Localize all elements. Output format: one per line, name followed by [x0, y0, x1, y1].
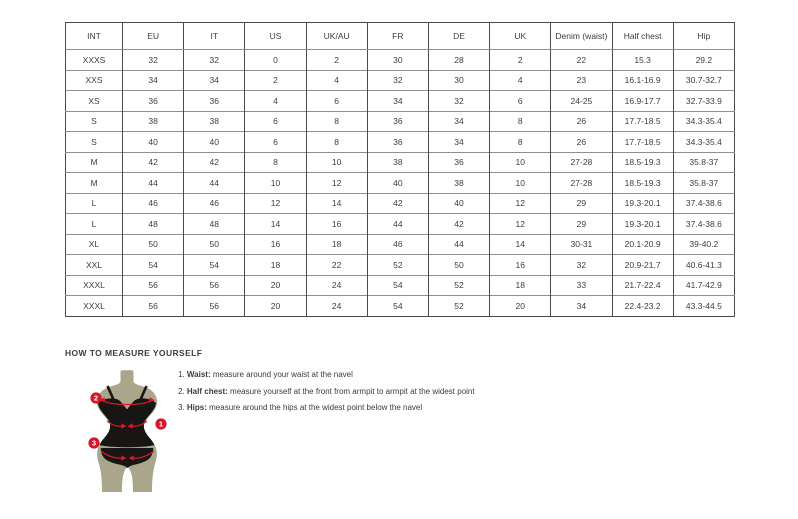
table-cell: 20 — [245, 296, 306, 317]
table-row — [66, 50, 735, 71]
table-cell: XL — [66, 234, 123, 255]
table-cell: 12 — [306, 173, 367, 194]
table-cell: 17.7-18.5 — [612, 111, 673, 132]
table-cell: 44 — [428, 234, 489, 255]
table-row — [66, 214, 735, 235]
table-cell: 32 — [123, 50, 184, 71]
table-cell: 30 — [367, 50, 428, 71]
table-cell: 56 — [184, 275, 245, 296]
table-cell: 29 — [551, 193, 612, 214]
table-cell: 46 — [184, 193, 245, 214]
column-header: Denim (waist) — [551, 23, 612, 50]
table-cell: XXL — [66, 255, 123, 276]
table-cell: 35.8-37 — [673, 173, 734, 194]
size-table — [65, 22, 735, 317]
table-cell: 52 — [428, 275, 489, 296]
table-cell: 34.3-35.4 — [673, 111, 734, 132]
table-cell: 38 — [367, 152, 428, 173]
table-cell: 50 — [123, 234, 184, 255]
badge-half-chest-number: 2 — [93, 393, 99, 403]
table-cell: 6 — [490, 91, 551, 112]
table-cell: 10 — [490, 173, 551, 194]
table-cell: M — [66, 152, 123, 173]
table-cell: 27-28 — [551, 152, 612, 173]
table-cell: 56 — [123, 275, 184, 296]
badge-waist — [155, 418, 166, 429]
table-cell: 16.9-17.7 — [612, 91, 673, 112]
table-cell: XS — [66, 91, 123, 112]
table-cell: S — [66, 111, 123, 132]
table-cell: 34 — [428, 111, 489, 132]
table-cell: 14 — [306, 193, 367, 214]
table-cell: 40 — [428, 193, 489, 214]
table-cell: 20 — [490, 296, 551, 317]
table-cell: 29.2 — [673, 50, 734, 71]
table-cell: 52 — [367, 255, 428, 276]
measure-instruction: 1. Waist: measure around your waist at the navel — [178, 370, 353, 379]
table-cell: 38 — [123, 111, 184, 132]
table-cell: 4 — [245, 91, 306, 112]
table-row — [66, 255, 735, 276]
table-cell: 42 — [428, 214, 489, 235]
table-cell: 34 — [367, 91, 428, 112]
table-cell: 32 — [184, 50, 245, 71]
table-cell: 36 — [184, 91, 245, 112]
table-cell: 12 — [490, 214, 551, 235]
table-cell: 36 — [428, 152, 489, 173]
table-cell: 18.5-19.3 — [612, 152, 673, 173]
table-cell: 42 — [367, 193, 428, 214]
table-cell: 16 — [306, 214, 367, 235]
column-header: Hip — [673, 23, 734, 50]
table-cell: 24 — [306, 296, 367, 317]
table-cell: 34 — [551, 296, 612, 317]
table-row — [66, 70, 735, 91]
table-cell: 20 — [245, 275, 306, 296]
table-cell: 40.6-41.3 — [673, 255, 734, 276]
table-cell: 30-31 — [551, 234, 612, 255]
measure-instruction: 2. Half chest: measure yourself at the front from armpit to armpit at the widest point — [178, 386, 475, 396]
table-cell: 26 — [551, 132, 612, 153]
table-cell: 48 — [123, 214, 184, 235]
table-cell: 26 — [551, 111, 612, 132]
table-cell: 56 — [184, 296, 245, 317]
table-row — [66, 152, 735, 173]
column-header: DE — [428, 23, 489, 50]
table-cell: 15.3 — [612, 50, 673, 71]
table-cell: 10 — [306, 152, 367, 173]
table-cell: 37.4-38.6 — [673, 214, 734, 235]
table-cell: 32 — [367, 70, 428, 91]
table-cell: 42 — [123, 152, 184, 173]
table-cell: 22 — [551, 50, 612, 71]
table-cell: 14 — [245, 214, 306, 235]
table-cell: 2 — [306, 50, 367, 71]
table-cell: 6 — [306, 91, 367, 112]
table-row — [66, 111, 735, 132]
table-cell: 22 — [306, 255, 367, 276]
table-cell: 12 — [245, 193, 306, 214]
table-row — [66, 193, 735, 214]
table-cell: 44 — [367, 214, 428, 235]
table-cell: 8 — [306, 132, 367, 153]
table-header-row — [66, 23, 735, 50]
column-header: Half chest — [612, 23, 673, 50]
table-cell: 33 — [551, 275, 612, 296]
table-cell: 21.7-22.4 — [612, 275, 673, 296]
table-cell: 54 — [367, 275, 428, 296]
table-cell: 43.3-44.5 — [673, 296, 734, 317]
badge-half-chest — [90, 392, 101, 403]
table-cell: 23 — [551, 70, 612, 91]
badge-waist-number: 1 — [158, 419, 164, 429]
table-cell: 32 — [551, 255, 612, 276]
table-cell: 52 — [428, 296, 489, 317]
table-cell: 46 — [367, 234, 428, 255]
table-row — [66, 275, 735, 296]
table-cell: 48 — [184, 214, 245, 235]
table-cell: 10 — [245, 173, 306, 194]
table-cell: L — [66, 193, 123, 214]
table-cell: 54 — [367, 296, 428, 317]
table-cell: 38 — [184, 111, 245, 132]
table-cell: 22.4-23.2 — [612, 296, 673, 317]
table-cell: 16.1-16.9 — [612, 70, 673, 91]
table-cell: 50 — [428, 255, 489, 276]
table-cell: 6 — [245, 132, 306, 153]
table-cell: 18 — [245, 255, 306, 276]
table-cell: XXXL — [66, 275, 123, 296]
table-cell: 35.8-37 — [673, 152, 734, 173]
table-row — [66, 234, 735, 255]
table-cell: 34 — [184, 70, 245, 91]
table-cell: 40 — [367, 173, 428, 194]
table-row — [66, 296, 735, 317]
column-header: FR — [367, 23, 428, 50]
table-cell: 29 — [551, 214, 612, 235]
measurement-illustration — [78, 368, 173, 494]
table-cell: 8 — [490, 111, 551, 132]
table-cell: 19.3-20.1 — [612, 193, 673, 214]
table-cell: 54 — [184, 255, 245, 276]
column-header: INT — [66, 23, 123, 50]
table-cell: 17.7-18.5 — [612, 132, 673, 153]
table-cell: 24-25 — [551, 91, 612, 112]
table-cell: 2 — [490, 50, 551, 71]
column-header: EU — [123, 23, 184, 50]
table-cell: XXS — [66, 70, 123, 91]
table-cell: 44 — [184, 173, 245, 194]
table-cell: 36 — [367, 132, 428, 153]
column-header: UK — [490, 23, 551, 50]
table-row — [66, 132, 735, 153]
table-cell: 28 — [428, 50, 489, 71]
table-cell: 40 — [184, 132, 245, 153]
measure-instruction: 3. Hips: measure around the hips at the widest point below the navel — [178, 403, 423, 413]
mannequin-figure-icon — [78, 368, 173, 494]
table-cell: 32.7-33.9 — [673, 91, 734, 112]
table-cell: 54 — [123, 255, 184, 276]
table-cell: 8 — [306, 111, 367, 132]
measure-section-title: HOW TO MEASURE YOURSELF — [65, 348, 203, 358]
table-cell: 34 — [428, 132, 489, 153]
table-cell: 4 — [306, 70, 367, 91]
table-cell: 30 — [428, 70, 489, 91]
table-cell: L — [66, 214, 123, 235]
table-cell: 44 — [123, 173, 184, 194]
column-header: IT — [184, 23, 245, 50]
column-header: UK/AU — [306, 23, 367, 50]
table-cell: 37.4-38.6 — [673, 193, 734, 214]
badge-hips-number: 3 — [91, 438, 97, 448]
table-cell: 34.3-35.4 — [673, 132, 734, 153]
table-cell: 18 — [306, 234, 367, 255]
table-cell: 39-40.2 — [673, 234, 734, 255]
measure-instructions — [178, 370, 598, 420]
table-cell: 50 — [184, 234, 245, 255]
table-cell: 12 — [490, 193, 551, 214]
table-cell: 16 — [245, 234, 306, 255]
table-cell: 30.7-32.7 — [673, 70, 734, 91]
table-cell: 24 — [306, 275, 367, 296]
table-cell: 27-28 — [551, 173, 612, 194]
table-cell: XXXS — [66, 50, 123, 71]
table-cell: M — [66, 173, 123, 194]
table-cell: 8 — [245, 152, 306, 173]
table-cell: 34 — [123, 70, 184, 91]
table-cell: XXXL — [66, 296, 123, 317]
table-cell: 20.9-21.7 — [612, 255, 673, 276]
table-cell: S — [66, 132, 123, 153]
table-cell: 18 — [490, 275, 551, 296]
table-cell: 19.3-20.1 — [612, 214, 673, 235]
table-cell: 6 — [245, 111, 306, 132]
table-row — [66, 173, 735, 194]
table-cell: 42 — [184, 152, 245, 173]
table-cell: 41.7-42.9 — [673, 275, 734, 296]
table-cell: 56 — [123, 296, 184, 317]
table-cell: 40 — [123, 132, 184, 153]
table-cell: 18.5-19.3 — [612, 173, 673, 194]
table-cell: 14 — [490, 234, 551, 255]
table-cell: 46 — [123, 193, 184, 214]
table-cell: 38 — [428, 173, 489, 194]
table-cell: 16 — [490, 255, 551, 276]
table-cell: 36 — [367, 111, 428, 132]
table-cell: 8 — [490, 132, 551, 153]
table-cell: 4 — [490, 70, 551, 91]
table-cell: 36 — [123, 91, 184, 112]
table-cell: 2 — [245, 70, 306, 91]
table-cell: 20.1-20.9 — [612, 234, 673, 255]
size-table-body — [66, 50, 735, 317]
table-row — [66, 91, 735, 112]
badge-hips — [88, 437, 99, 448]
table-cell: 0 — [245, 50, 306, 71]
table-cell: 10 — [490, 152, 551, 173]
column-header: US — [245, 23, 306, 50]
table-cell: 32 — [428, 91, 489, 112]
